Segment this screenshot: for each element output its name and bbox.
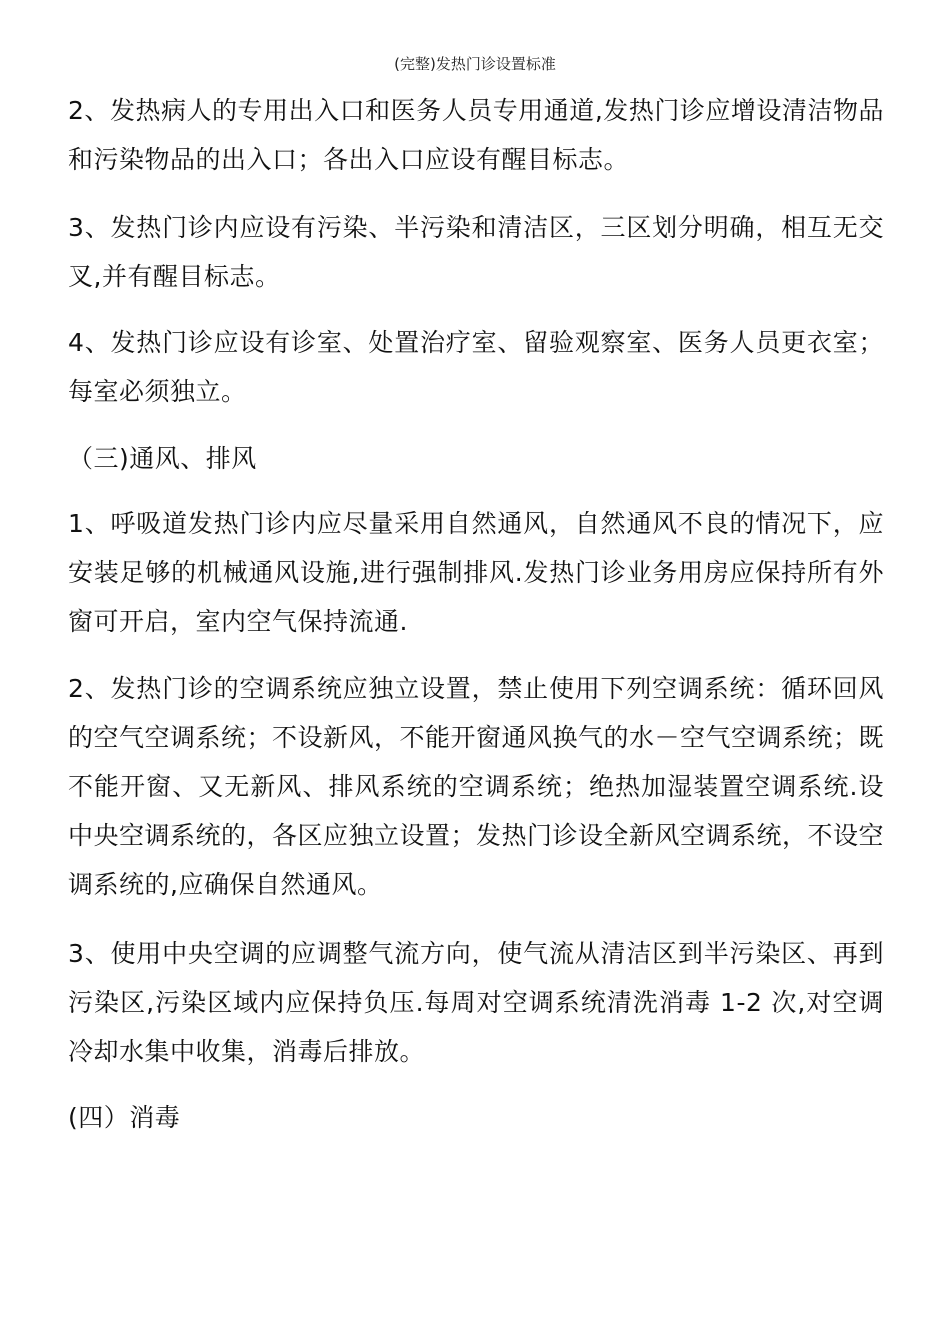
section-heading-disinfection: (四）消毒 (68, 1103, 181, 1132)
section-heading-ventilation: （三)通风、排风 (68, 444, 257, 473)
page-header: (完整)发热门诊设置标准 (394, 55, 556, 73)
paragraph-air-conditioning: 2、发热门诊的空调系统应独立设置，禁止使用下列空调系统：循环回风的空气空调系统；不设新风，不能开窗通风换气的水－空气空调系统；既不能开窗、又无新风、排风系统的空调系统；绝热加湿装置空调系统.设中央空调系统的，各区应独立设置；发热门诊设全新风空调系统，不设空调系统的,应确保自然通风。 (68, 674, 885, 899)
paragraph-natural-ventilation: 1、呼吸道发热门诊内应尽量采用自然通风，自然通风不良的情况下，应安装足够的机械通风设施,进行强制排风.发热门诊业务用房应保持所有外窗可开启，室内空气保持流通. (68, 509, 884, 636)
paragraph-entrances: 2、发热病人的专用出入口和医务人员专用通道,发热门诊应增设清洁物品和污染物品的出入口；各出入口应设有醒目标志。 (68, 96, 884, 174)
paragraph-central-ac: 3、使用中央空调的应调整气流方向，使气流从清洁区到半污染区、再到污染区,污染区域内应保持负压.每周对空调系统清洗消毒 1-2 次,对空调冷却水集中收集，消毒后排放。 (68, 939, 884, 1066)
paragraph-rooms: 4、发热门诊应设有诊室、处置治疗室、留验观察室、医务人员更衣室；每室必须独立。 (68, 328, 884, 406)
paragraph-zones: 3、发热门诊内应设有污染、半污染和清洁区，三区划分明确，相互无交叉,并有醒目标志。 (68, 213, 884, 291)
